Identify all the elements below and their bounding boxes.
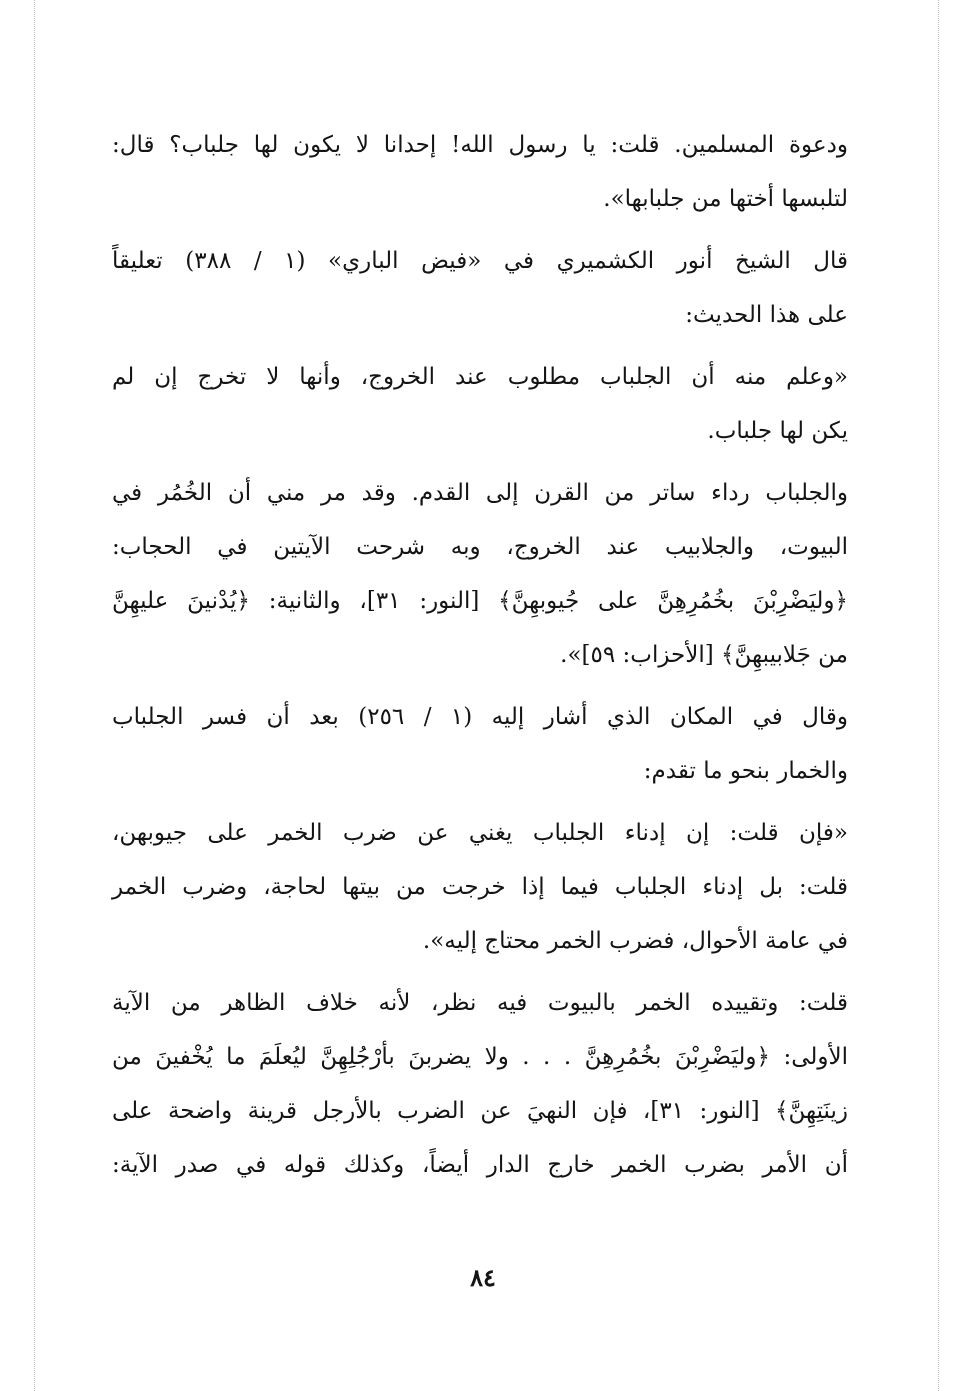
text-line: على هذا الحديث:: [685, 302, 848, 328]
text-line: زينَتِهِنَّ﴾ [النور: ٣١]، فإن النهيَ عن الضرب بالأرجل قرينة واضحة على: [112, 1098, 848, 1124]
text-line: من جَلابيبهِنَّ﴾ [الأحزاب: ٥٩]».: [560, 642, 848, 668]
right-fold-line: [938, 0, 939, 1391]
text-line: قلت: وتقييده الخمر بالبيوت فيه نظر، لأنه خلاف الظاهر من الآية: [112, 990, 848, 1016]
paragraph-1: [112, 118, 848, 226]
paragraph-7: [112, 976, 848, 1192]
text-line: الأولى: ﴿وليَضْرِبْنَ بخُمُرِهِنَّ . . . ولا يضربنَ بأرْجُلِهِنَّ ليُعلَمَ ما يُخْفينَ من: [112, 1044, 848, 1070]
text-line: البيوت، والجلابيب عند الخروج، وبه شرحت الآيتين في الحجاب:: [112, 534, 848, 560]
text-line: «وعلم منه أن الجلباب مطلوب عند الخروج، وأنها لا تخرج إن لم: [112, 364, 848, 390]
text-line: والجلباب رداء ساتر من القرن إلى القدم. وقد مر مني أن الخُمُر في: [112, 480, 848, 506]
paragraph-3: [112, 350, 848, 458]
text-line: قال الشيخ أنور الكشميري في «فيض الباري» (١ / ٣٨٨) تعليقاً: [112, 248, 848, 274]
text-line: ودعوة المسلمين. قلت: يا رسول الله! إحدانا لا يكون لها جلباب؟ قال:: [112, 132, 848, 158]
text-line: قلت: بل إدناء الجلباب فيما إذا خرجت من بيتها لحاجة، وضرب الخمر: [112, 874, 848, 900]
body-text: [112, 118, 848, 1200]
left-fold-line: [34, 0, 35, 1391]
text-line: يكن لها جلباب.: [707, 418, 848, 444]
text-line: والخمار بنحو ما تقدم:: [643, 758, 848, 784]
text-line: في عامة الأحوال، فضرب الخمر محتاج إليه».: [422, 928, 848, 954]
text-line: أن الأمر بضرب الخمر خارج الدار أيضاً، وكذلك قوله في صدر الآية:: [112, 1152, 848, 1178]
text-line: لتلبسها أختها من جلبابها».: [603, 186, 848, 212]
paragraph-5: [112, 690, 848, 798]
paragraph-6: [112, 806, 848, 968]
text-line: وقال في المكان الذي أشار إليه (١ / ٢٥٦) بعد أن فسر الجلباب: [112, 704, 848, 730]
page-number: ٨٤: [470, 1263, 496, 1292]
paragraph-2: [112, 234, 848, 342]
text-line: ﴿وليَضْرِبْنَ بخُمُرِهِنَّ على جُيوبهِنَّ﴾ [النور: ٣١]، والثانية: ﴿يُدْنينَ عليهِنَّ: [112, 588, 848, 614]
paragraph-4: [112, 466, 848, 682]
text-line: «فإن قلت: إن إدناء الجلباب يغني عن ضرب الخمر على جيوبهن،: [112, 820, 848, 846]
